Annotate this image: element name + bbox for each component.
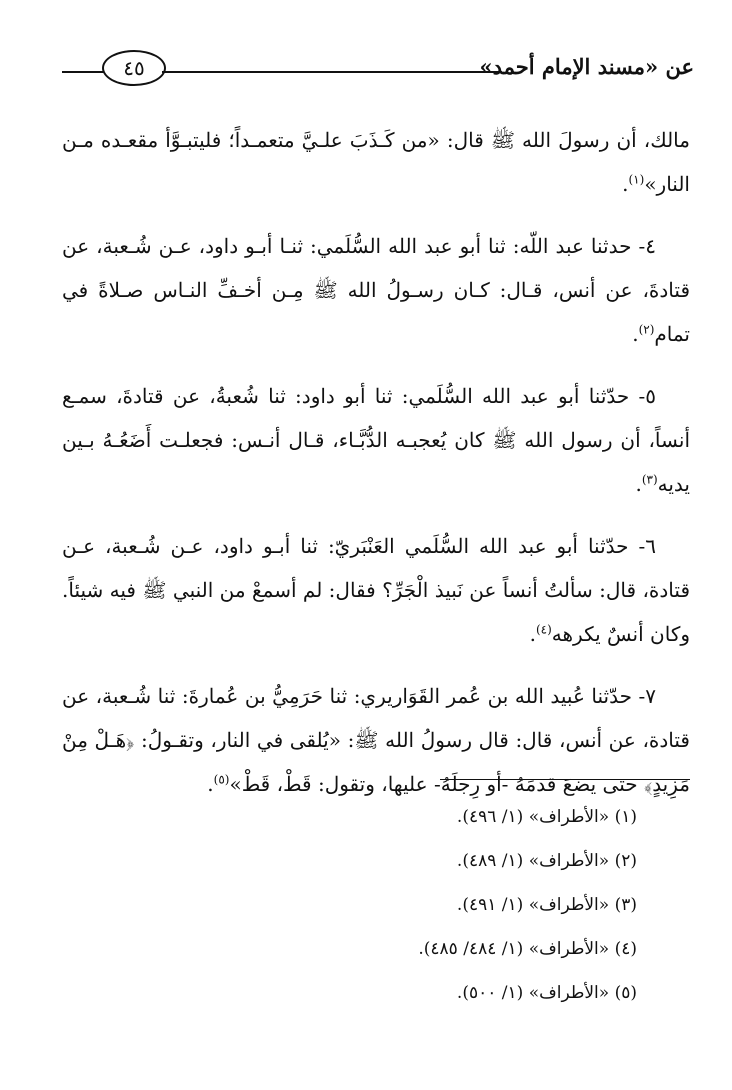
main-text: [62, 118, 690, 824]
footnote-ref: (١): [628, 172, 645, 187]
paragraph-tail: .: [207, 772, 214, 796]
footnote-rule: [440, 779, 690, 780]
header-rule: [162, 71, 502, 73]
paragraph-tail: .: [622, 172, 629, 196]
paragraph: [62, 524, 690, 656]
paragraph-text: ٧- حدّثنا عُبيد الله بن عُمر القَوَاريري: ثنا حَرَمِيُّ بن عُمارةَ: ثنا شُـعبة، عن قتادة، عن أنس، قال: قال رسولُ الله ﷺ: «يُلقى في النار، وتقـولُ: ﴿هَـلْ مِنْ مَزِيدٍ﴾ حتى يضعَ قدمَهُ -أو رِجلَهُ- عليها، وتقول: قَطْ، قَطْ»: [62, 684, 690, 796]
paragraph-text: ٤- حدثنا عبد اللّه: ثنا أبو عبد الله السُّلَمي: ثنـا أبـو داود، عـن شُـعبة، عن قتادةَ، عن أنس، قـال: كـان رسـولُ الله ﷺ مِـن أخـفِّ النـاس صـلاةً في تمام: [62, 234, 690, 346]
footnote-ref: (٣): [641, 472, 658, 487]
paragraph: [62, 674, 690, 806]
footnotes: [237, 795, 637, 1015]
footnote-ref: (٢): [638, 322, 655, 337]
paragraph: [62, 224, 690, 356]
page-number: ٤٥: [102, 50, 166, 86]
paragraph-tail: .: [529, 622, 536, 646]
page-header: [62, 50, 694, 90]
paragraph-text: مالك، أن رسولَ الله ﷺ قال: «من كَـذَبَ علـيَّ متعمـداً؛ فليتبـوَّأ مقعـده مـن النار»: [62, 128, 690, 196]
paragraph-tail: .: [635, 472, 642, 496]
footnote: (٣) «الأطراف» (١/ ٤٩١).: [456, 895, 637, 915]
footnote-ref: (٥): [213, 772, 230, 787]
footnote: (٥) «الأطراف» (١/ ٥٠٠).: [456, 983, 637, 1003]
paragraph-tail: .: [632, 322, 639, 346]
paragraph-text: ٥- حدّثنا أبو عبد الله السُّلَمي: ثنا أبو داود: ثنا شُعبةُ، عن قتادةَ، سمـع أنساً، أن رسول الله ﷺ كان يُعجبـه الدُّبَّـاء، قـال أنـس: فجعلـت أَضَعُـهُ بـين يديه: [62, 384, 690, 496]
running-title: عن «مسند الإمام أحمد»: [479, 54, 694, 79]
paragraph: [62, 118, 690, 206]
paragraph-text: ٦- حدّثنا أبو عبد الله السُّلَمي العَنْبَريّ: ثنا أبـو داود، عـن شُـعبة، عـن قتادة، قال: سألتُ أنساً عن نَبيذ الْجَرِّ؟ فقال: لم أسمعْ من النبي ﷺ فيه شيئاً. وكان أنسٌ يكرهه: [62, 534, 690, 646]
footnote-ref: (٤): [535, 622, 552, 637]
footnote: (٢) «الأطراف» (١/ ٤٨٩).: [456, 851, 637, 871]
footnote: (١) «الأطراف» (١/ ٤٩٦).: [456, 807, 637, 827]
paragraph: [62, 374, 690, 506]
footnote: (٤) «الأطراف» (١/ ٤٨٤/ ٤٨٥).: [418, 939, 637, 959]
header-rule-left: [62, 71, 104, 73]
